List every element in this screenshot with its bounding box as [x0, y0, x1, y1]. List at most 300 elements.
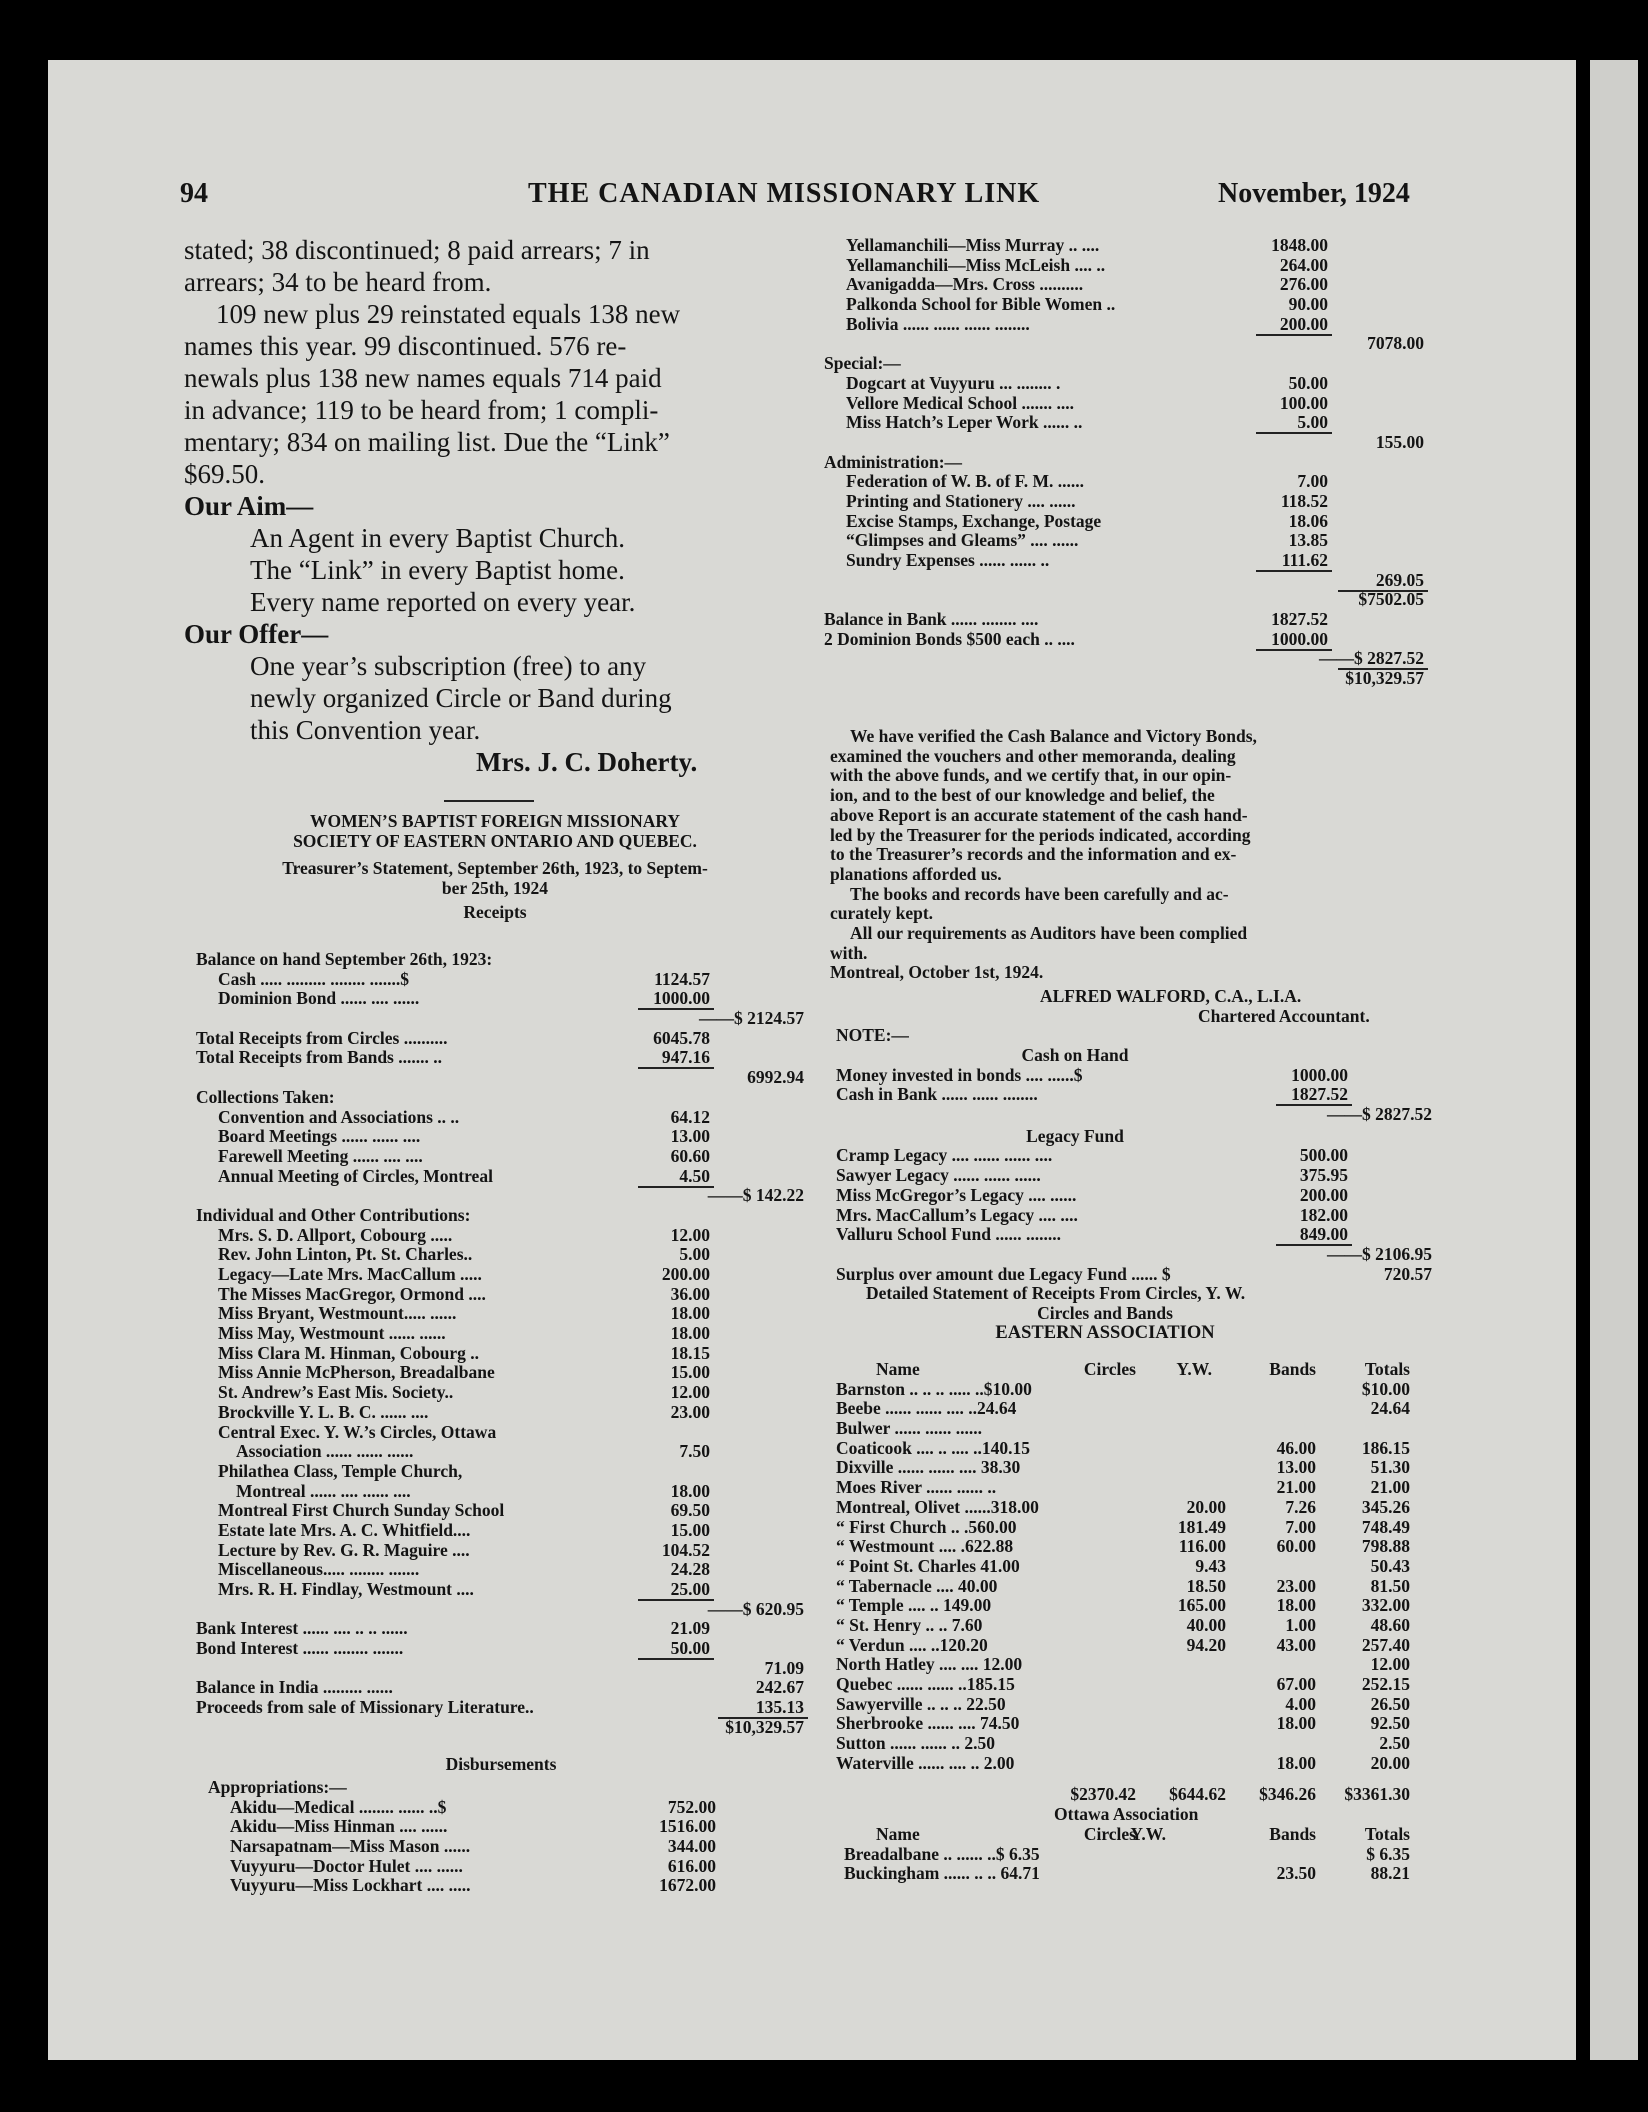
ledger-label: Yellamanchili—Miss McLeish .... ..: [846, 254, 1106, 275]
section-divider: [444, 800, 534, 802]
ledger-amount: 100.00: [1279, 392, 1328, 413]
col-header-totals: Totals: [1364, 1823, 1410, 1844]
ledger-label: Brockville Y. L. B. C. ...... ....: [218, 1401, 429, 1422]
ledger-total-row: [824, 433, 1434, 453]
ledger-amount: 752.00: [667, 1796, 716, 1817]
association-member: Sherbrooke ...... .... 74.50: [836, 1713, 1020, 1734]
audit-line: The books and records have been carefully and ac-: [850, 883, 1229, 904]
table-row: [836, 1577, 1450, 1597]
audit-line: to the Treasurer’s records and the information and ex-: [830, 844, 1237, 865]
association-member: Coaticook .... .. .... ..140.15: [836, 1437, 1030, 1458]
ledger-heading-row: [836, 1085, 1434, 1105]
ledger-heading-row: [196, 1206, 806, 1226]
ledger-label: Miss May, Westmount ...... ......: [218, 1323, 446, 1344]
bands-total: $346.26: [1259, 1784, 1316, 1805]
ledger-row: [196, 1304, 806, 1324]
association-member: Beebe ...... ...... .... ..24.64: [836, 1398, 1017, 1419]
ledger-amount: 104.52: [661, 1539, 710, 1560]
ledger-row: [208, 1876, 768, 1896]
col-header-name: Name: [876, 1359, 920, 1379]
ledger-label: Vellore Medical School ....... ....: [846, 392, 1074, 413]
ledger-heading-row: [824, 630, 1434, 650]
ledger-amount: 344.00: [667, 1836, 716, 1857]
ledger-label: Miss Annie McPherson, Breadalbane: [218, 1362, 495, 1383]
receipts-ledger: [196, 950, 806, 1738]
table-row: [836, 1695, 1450, 1715]
ledger-amount: 24.28: [670, 1559, 710, 1580]
ledger-amount: 69.50: [670, 1500, 710, 1521]
col-header-circles: Circles: [1083, 1359, 1136, 1379]
table-total-row: [836, 1785, 1450, 1805]
ledger-total: ——$ 2827.52: [1319, 648, 1424, 669]
bands-amount: 7.26: [1285, 1496, 1316, 1517]
ledger-amount: 25.00: [670, 1579, 710, 1599]
ledger-amount: 5.00: [1297, 412, 1328, 433]
ledger-total: 6992.94: [747, 1067, 804, 1088]
ledger-total-row: [824, 334, 1434, 354]
audit-line: above Report is an accurate statement of the cash hand-: [830, 804, 1248, 825]
ledger-amount: 1000.00: [1291, 1064, 1348, 1085]
ledger-label: Balance in India ......... ......: [196, 1677, 393, 1698]
ledger-total: ——$ 2106.95: [1327, 1243, 1432, 1264]
ledger-amount: 7.50: [679, 1441, 710, 1462]
ledger-amount: 6045.78: [653, 1027, 710, 1048]
ledger-row: [196, 1245, 806, 1265]
ledger-label: Miss Hatch’s Leper Work ...... ..: [846, 412, 1083, 433]
ledger-row: [196, 1324, 806, 1344]
legacy-fund-heading: Legacy Fund: [1026, 1125, 1124, 1146]
association-member: “ Westmount .... .622.88: [836, 1536, 1014, 1557]
cash-on-hand-rows: [836, 1066, 1434, 1125]
ledger-label: Vuyyuru—Doctor Hulet .... ......: [230, 1855, 463, 1876]
ledger-amount: 276.00: [1279, 274, 1328, 295]
col-header-circles: Circles: [1083, 1823, 1136, 1844]
ledger-row: [824, 413, 1434, 433]
ledger-row: [196, 1560, 806, 1580]
ledger-label: Estate late Mrs. A. C. Whitfield....: [218, 1519, 471, 1540]
ledger-label: Mrs. MacCallum’s Legacy .... ....: [836, 1204, 1078, 1225]
yw-amount: 165.00: [1177, 1595, 1226, 1616]
ledger-label: Total Receipts from Circles ..........: [196, 1027, 448, 1048]
ledger-label: Money invested in bonds .... ......$: [836, 1064, 1083, 1085]
ledger-amount: 90.00: [1288, 294, 1328, 315]
ledger-amount: 1000.00: [1271, 628, 1328, 649]
disbursements-heading-wrap: [196, 1755, 806, 1775]
ledger-label: Convention and Associations .. ..: [218, 1106, 460, 1127]
association-member: “ Tabernacle .... 40.00: [836, 1575, 998, 1596]
ledger-amount: 1827.52: [1271, 609, 1328, 630]
ledger-row: [196, 1521, 806, 1541]
ledger-row: [208, 1837, 768, 1857]
total-amount: 20.00: [1370, 1752, 1410, 1773]
yw-amount: 20.00: [1186, 1496, 1226, 1517]
ledger-heading-row: [824, 354, 1434, 374]
ledger-total-row: [824, 590, 1434, 610]
ledger-total-row: [824, 571, 1434, 591]
association-member: Moes River ...... ...... ..: [836, 1477, 997, 1498]
ledger-label: Montreal ...... .... ...... ....: [236, 1480, 411, 1501]
ledger-total: $10,329.57: [725, 1716, 804, 1737]
yw-amount: 94.20: [1186, 1634, 1226, 1655]
total-amount: 50.43: [1370, 1555, 1410, 1576]
ledger-total-row: [196, 1659, 806, 1679]
ledger-row: [196, 1442, 806, 1462]
audit-line: led by the Treasurer for the periods indicated, according: [830, 824, 1251, 845]
ledger-amount: 13.85: [1288, 530, 1328, 551]
ledger-total-row: [196, 1600, 806, 1620]
bands-amount: 43.00: [1276, 1634, 1316, 1655]
total-amount: 345.26: [1361, 1496, 1410, 1517]
ledger-heading-row: [836, 1166, 1434, 1186]
ledger-amount: 375.95: [1299, 1165, 1348, 1186]
ledger-heading-row: [836, 1206, 1434, 1226]
ledger-heading-row: [208, 1778, 768, 1798]
ledger-amount: 1516.00: [659, 1816, 716, 1837]
ledger-total-row: [836, 1245, 1434, 1265]
bands-amount: 1.00: [1285, 1614, 1316, 1635]
ledger-label: Vuyyuru—Miss Lockhart .... .....: [230, 1875, 471, 1896]
ledger-row: [196, 1403, 806, 1423]
aim-line: The “Link” in every Baptist home.: [250, 555, 625, 585]
audit-line: with.: [830, 942, 868, 963]
ledger-heading-row: [836, 1186, 1434, 1206]
next-page-edge: [1590, 60, 1638, 2060]
auditor-block: [836, 987, 1434, 1046]
ledger-amount: 13.00: [670, 1126, 710, 1147]
table-row: [836, 1655, 1450, 1675]
table-row: [836, 1754, 1450, 1774]
ledger-heading-row: [196, 950, 806, 970]
table-row: [836, 1518, 1450, 1538]
ledger-row: [196, 1167, 806, 1187]
audit-line: All our requirements as Auditors have been complied: [850, 923, 1248, 944]
ledger-amount: 200.00: [1299, 1184, 1348, 1205]
ledger-row: [824, 275, 1434, 295]
auditor-name: ALFRED WALFORD, C.A., L.I.A.: [1040, 986, 1302, 1006]
association-member: “ St. Henry .. .. 7.60: [836, 1614, 983, 1635]
audit-line: ion, and to the best of our knowledge and belief, the: [830, 785, 1215, 806]
total-amount: 51.30: [1370, 1457, 1410, 1478]
ledger-label: Cramp Legacy .... ...... ...... ....: [836, 1145, 1053, 1166]
bands-amount: 21.00: [1276, 1477, 1316, 1498]
ledger-amount: 7.00: [1297, 471, 1328, 492]
bands-amount: 60.00: [1276, 1536, 1316, 1557]
ledger-heading-row: [836, 1265, 1434, 1285]
ledger-label: Collections Taken:: [196, 1086, 335, 1107]
bands-amount: 7.00: [1285, 1516, 1316, 1537]
ledger-amount: 1124.57: [654, 968, 710, 989]
ledger-label: Annual Meeting of Circles, Montreal: [218, 1165, 493, 1186]
offer-line: One year’s subscription (free) to any: [250, 651, 647, 681]
audit-line: planations afforded us.: [830, 863, 1002, 884]
ledger-amount: 60.60: [670, 1145, 710, 1166]
ledger-amount: 1827.52: [1291, 1084, 1348, 1105]
yw-amount: 18.50: [1186, 1575, 1226, 1596]
intro-line: 109 new plus 29 reinstated equals 138 new: [216, 299, 681, 329]
ledger-label: Excise Stamps, Exchange, Postage: [846, 510, 1102, 531]
ledger-total: ——$ 2124.57: [699, 1008, 804, 1029]
offer-heading: Our Offer—: [184, 619, 329, 649]
ledger-label: Akidu—Medical ........ ...... ..$: [230, 1796, 447, 1817]
ledger-row: [208, 1817, 768, 1837]
ledger-label: Federation of W. B. of F. M. ......: [846, 471, 1085, 492]
disbursements-ledger-right: [824, 236, 1434, 689]
ledger-row: [196, 1383, 806, 1403]
table-row: [836, 1714, 1450, 1734]
ledger-label: Lecture by Rev. G. R. Maguire ....: [218, 1539, 470, 1560]
association-member: Breadalbane .. ...... ..$ 6.35: [844, 1843, 1040, 1864]
yw-amount: 9.43: [1195, 1555, 1226, 1576]
ledger-total: ——$ 620.95: [707, 1598, 804, 1619]
association-member: Dixville ...... ...... .... 38.30: [836, 1457, 1021, 1478]
ledger-amount: 200.00: [661, 1264, 710, 1284]
ledger-amount: 118.52: [1280, 490, 1328, 511]
association-member: Bulwer ...... ...... ......: [836, 1418, 982, 1439]
total-amount: 257.40: [1361, 1634, 1410, 1655]
ledger-heading-row: [836, 1225, 1434, 1245]
audit-line: curately kept.: [830, 903, 934, 924]
col-header-name: Name: [876, 1823, 920, 1844]
association-member: Barnston .. .. .. ..... ..$10.00: [836, 1378, 1032, 1399]
ledger-row: [824, 512, 1434, 532]
ledger-label: Mrs. R. H. Findlay, Westmount ....: [218, 1579, 474, 1599]
ledger-label: St. Andrew’s East Mis. Society..: [218, 1382, 454, 1403]
ledger-label: Legacy—Late Mrs. MacCallum .....: [218, 1264, 482, 1284]
ledger-amount: 12.00: [670, 1382, 710, 1403]
running-title: THE CANADIAN MISSIONARY LINK: [528, 178, 1041, 209]
society-title: WOMEN’S BAPTIST FOREIGN MISSIONARY: [309, 811, 681, 831]
aim-line: Every name reported on every year.: [250, 587, 636, 617]
table-row: [836, 1498, 1450, 1518]
ledger-label: Printing and Stationery .... ......: [846, 490, 1076, 511]
ledger-total: ——$ 2827.52: [1327, 1104, 1432, 1125]
ledger-total-row: [824, 669, 1434, 689]
ledger-row: [196, 1482, 806, 1502]
table-row: [836, 1478, 1450, 1498]
auditor-title: Chartered Accountant.: [1198, 1005, 1370, 1026]
statement-title: Treasurer’s Statement, September 26th, 1923, to Septem-: [282, 858, 708, 879]
ledger-amount: 18.15: [670, 1342, 710, 1363]
table-row: [836, 1636, 1450, 1656]
disbursements-ledger-left: [208, 1778, 768, 1896]
ledger-label: Proceeds from sale of Missionary Literature..: [196, 1697, 534, 1718]
intro-line: mentary; 834 on mailing list. Due the “Link”: [184, 427, 670, 457]
col-header-bands: Bands: [1269, 1359, 1316, 1379]
total-amount: 81.50: [1370, 1575, 1410, 1596]
ledger-label: Mrs. S. D. Allport, Cobourg .....: [218, 1224, 453, 1245]
table-row: [836, 1734, 1450, 1754]
ledger-label: Miss Bryant, Westmount..... ......: [218, 1303, 457, 1324]
total-amount: 252.15: [1361, 1674, 1410, 1694]
ledger-amount: 36.00: [670, 1283, 710, 1304]
col-header-yw: Y.W.: [1130, 1823, 1166, 1844]
association-member: Montreal, Olivet ......318.00: [836, 1496, 1039, 1517]
ledger-heading-row: [196, 1639, 806, 1659]
table-row: [836, 1596, 1450, 1616]
ledger-label: Appropriations:—: [208, 1777, 347, 1797]
ledger-label: Dogcart at Vuyyuru ... ........ .: [846, 372, 1061, 393]
table-header-row: [836, 1825, 1450, 1845]
ledger-amount: 21.09: [670, 1618, 710, 1639]
ledger-total: ——$ 142.22: [707, 1185, 804, 1206]
table-row: [836, 1380, 1450, 1400]
total-amount: 21.00: [1370, 1477, 1410, 1498]
cash-on-hand-section: [836, 1046, 1434, 1343]
ledger-label: Yellamanchili—Miss Murray .. ....: [846, 235, 1100, 255]
table-row: [836, 1557, 1450, 1577]
ledger-heading-row: [196, 1698, 806, 1718]
ledger-row: [824, 551, 1434, 571]
ledger-label: Dominion Bond ...... .... ......: [218, 988, 420, 1009]
ledger-row: [196, 1108, 806, 1128]
ledger-amount: 111.62: [1281, 550, 1328, 570]
ledger-row: [196, 1423, 806, 1443]
ledger-label: Narsapatnam—Miss Mason ......: [230, 1836, 471, 1857]
ledger-row: [196, 1147, 806, 1167]
col-header-bands: Bands: [1269, 1823, 1316, 1844]
audit-line: with the above funds, and we certify that, in our opin-: [830, 765, 1232, 786]
ledger-label: Association ...... ...... ......: [236, 1441, 414, 1462]
ledger-row: [824, 531, 1434, 551]
ledger-amount: 50.00: [1288, 372, 1328, 393]
issue-date: November, 1924: [1218, 178, 1410, 209]
ledger-label: Avanigadda—Mrs. Cross ..........: [846, 274, 1084, 295]
association-member: “ Temple .... .. 149.00: [836, 1595, 992, 1616]
offer-line: newly organized Circle or Band during: [250, 683, 672, 713]
ledger-row: [196, 1265, 806, 1285]
disbursements-heading: Disbursements: [445, 1754, 557, 1774]
ledger-label: Farewell Meeting ...... .... ....: [218, 1145, 423, 1166]
total-amount: 26.50: [1370, 1693, 1410, 1714]
bands-amount: 18.00: [1276, 1752, 1316, 1773]
ledger-amount: 18.00: [670, 1303, 710, 1324]
ledger-label: Montreal First Church Sunday School: [218, 1500, 505, 1521]
intro-block: [184, 234, 794, 778]
ledger-label: Special:—: [824, 353, 901, 374]
ledger-amount: 64.12: [670, 1106, 710, 1127]
ledger-total-row: [196, 1009, 806, 1029]
ledger-total-row: [196, 1186, 806, 1206]
ledger-label: Total Receipts from Bands ....... ..: [196, 1047, 442, 1068]
ledger-label: Palkonda School for Bible Women ..: [846, 294, 1116, 315]
audit-statement: [830, 727, 1434, 983]
ledger-label: Balance in Bank ...... ........ ....: [824, 609, 1039, 630]
society-title: SOCIETY OF EASTERN ONTARIO AND QUEBEC.: [293, 830, 697, 851]
ledger-heading-row: [824, 453, 1434, 473]
total-amount: 748.49: [1361, 1516, 1410, 1537]
cash-on-hand-heading: Cash on Hand: [1021, 1045, 1129, 1065]
ledger-total: 135.13: [755, 1697, 804, 1718]
ledger-label: 2 Dominion Bonds $500 each .. ....: [824, 628, 1075, 649]
ledger-row: [196, 1226, 806, 1246]
ledger-total-row: [196, 1068, 806, 1088]
ledger-label: Cash ..... ......... ........ .......$: [218, 968, 410, 989]
ledger-label: Administration:—: [824, 451, 963, 472]
total-amount: 332.00: [1361, 1595, 1410, 1616]
table-row: [836, 1845, 1450, 1865]
ledger-amount: 849.00: [1299, 1224, 1348, 1245]
audit-line: Montreal, October 1st, 1924.: [830, 962, 1044, 983]
ledger-row: [824, 394, 1434, 414]
ledger-amount: 15.00: [670, 1519, 710, 1540]
ledger-total: 7078.00: [1367, 333, 1424, 354]
ledger-heading-row: [196, 1619, 806, 1639]
ledger-label: Rev. John Linton, Pt. St. Charles..: [218, 1244, 473, 1265]
intro-line: arrears; 34 to be heard from.: [184, 267, 492, 297]
ledger-row: [824, 295, 1434, 315]
ledger-label: Valluru School Fund ...... ........: [836, 1224, 1061, 1245]
ledger-label: Central Exec. Y. W.’s Circles, Ottawa: [218, 1421, 497, 1442]
table-row: [836, 1458, 1450, 1478]
page-number: 94: [180, 178, 208, 209]
ledger-amount: 18.06: [1288, 510, 1328, 531]
eastern-association-heading: EASTERN ASSOCIATION: [995, 1322, 1215, 1343]
ledger-row: [196, 1127, 806, 1147]
ledger-label: The Misses MacGregor, Ormond ....: [218, 1283, 486, 1304]
ledger-label: Sundry Expenses ...... ...... ..: [846, 550, 1050, 570]
ledger-amount: 12.00: [670, 1224, 710, 1245]
intro-line: $69.50.: [184, 459, 265, 489]
association-table: [836, 1360, 1450, 1884]
bands-amount: 23.50: [1276, 1863, 1316, 1884]
ledger-label: Bond Interest ...... ........ .......: [196, 1638, 404, 1659]
ledger-label: Sawyer Legacy ...... ...... ......: [836, 1165, 1041, 1186]
ledger-label: Board Meetings ...... ...... ....: [218, 1126, 421, 1147]
ledger-row: [196, 1501, 806, 1521]
ledger-amount: 18.00: [670, 1480, 710, 1501]
audit-line: examined the vouchers and other memoranda, dealing: [830, 745, 1236, 766]
ledger-row: [196, 1363, 806, 1383]
col-header-totals: Totals: [1364, 1359, 1410, 1379]
ledger-total: 155.00: [1375, 431, 1424, 452]
ottawa-association-heading: Ottawa Association: [1054, 1804, 1199, 1825]
table-row: [836, 1399, 1450, 1419]
table-row: [836, 1419, 1450, 1439]
note-label: NOTE:—: [836, 1025, 909, 1046]
bands-amount: 4.00: [1285, 1693, 1316, 1714]
ledger-total: $7502.05: [1358, 589, 1424, 610]
ledger-label: Philathea Class, Temple Church,: [218, 1460, 463, 1481]
ledger-amount: 1000.00: [653, 988, 710, 1009]
circles-total: $2370.42: [1070, 1784, 1136, 1805]
ledger-row: [196, 1285, 806, 1305]
total-amount: 798.88: [1361, 1536, 1410, 1557]
ledger-label: Miss Clara M. Hinman, Cobourg ..: [218, 1342, 480, 1363]
ledger-row: [196, 989, 806, 1009]
ledger-label: Balance on hand September 26th, 1923:: [196, 949, 493, 969]
ledger-total-row: [836, 1105, 1434, 1125]
ledger-heading-row: [196, 1048, 806, 1068]
ledger-amount: 947.16: [661, 1047, 710, 1068]
ledger-row: [824, 236, 1434, 256]
statement-title: ber 25th, 1924: [441, 878, 549, 899]
ledger-total-row: [824, 649, 1434, 669]
yw-amount: 181.49: [1177, 1516, 1226, 1537]
ledger-row: [196, 970, 806, 990]
ledger-label: Akidu—Miss Hinman .... ......: [230, 1816, 448, 1837]
intro-line: newals plus 138 new names equals 714 paid: [184, 363, 662, 393]
ledger-row: [824, 472, 1434, 492]
ledger-label: Cash in Bank ...... ...... ........: [836, 1084, 1038, 1105]
ledger-row: [196, 1541, 806, 1561]
ledger-amount: 1672.00: [659, 1875, 716, 1896]
legacy-fund-rows: [836, 1146, 1434, 1284]
ledger-amount: 200.00: [1279, 313, 1328, 334]
total-amount: 2.50: [1379, 1733, 1410, 1754]
ledger-amount: 23.00: [670, 1401, 710, 1422]
detailed-subtitle: Circles and Bands: [1037, 1302, 1173, 1323]
ledger-label: “Glimpses and Gleams” .... ......: [846, 530, 1079, 551]
